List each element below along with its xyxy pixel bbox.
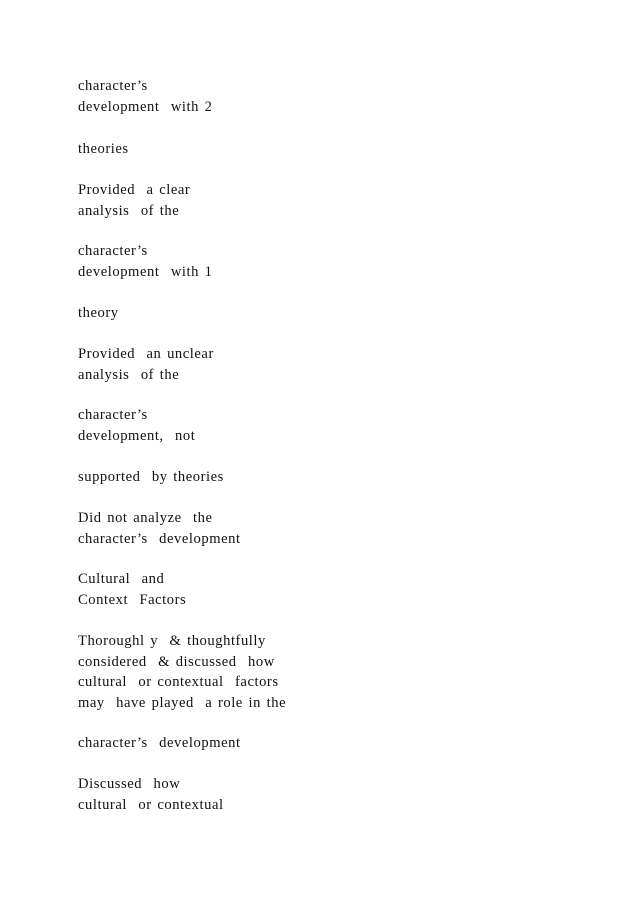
text-line: considered & discussed how <box>78 654 275 670</box>
text-line: Cultural and <box>78 571 165 587</box>
text-line: Provided a clear <box>78 182 191 198</box>
text-line: Discussed how <box>78 776 181 792</box>
text-line: character’s <box>78 243 148 259</box>
text-line: character’s <box>78 407 148 423</box>
text-line: theory <box>78 305 119 321</box>
text-line: Provided an unclear <box>78 346 214 362</box>
text-line: Context Factors <box>78 592 187 608</box>
text-line: development, not <box>78 428 196 444</box>
text-line: Did not analyze the <box>78 510 213 526</box>
text-line: analysis of the <box>78 203 180 219</box>
text-line: character’s <box>78 78 148 94</box>
text-line: may have played a role in the <box>78 695 287 711</box>
text-line: development with 2 <box>78 99 213 115</box>
text-line: supported by theories <box>78 469 224 485</box>
text-line: theories <box>78 141 129 157</box>
text-line: Thoroughl y & thoughtfully <box>78 633 266 649</box>
text-line: development with 1 <box>78 264 213 280</box>
text-line: cultural or contextual factors <box>78 674 279 690</box>
text-line: cultural or contextual <box>78 797 224 813</box>
text-line: analysis of the <box>78 367 180 383</box>
text-line: character’s development <box>78 531 241 547</box>
text-line: character’s development <box>78 735 241 751</box>
